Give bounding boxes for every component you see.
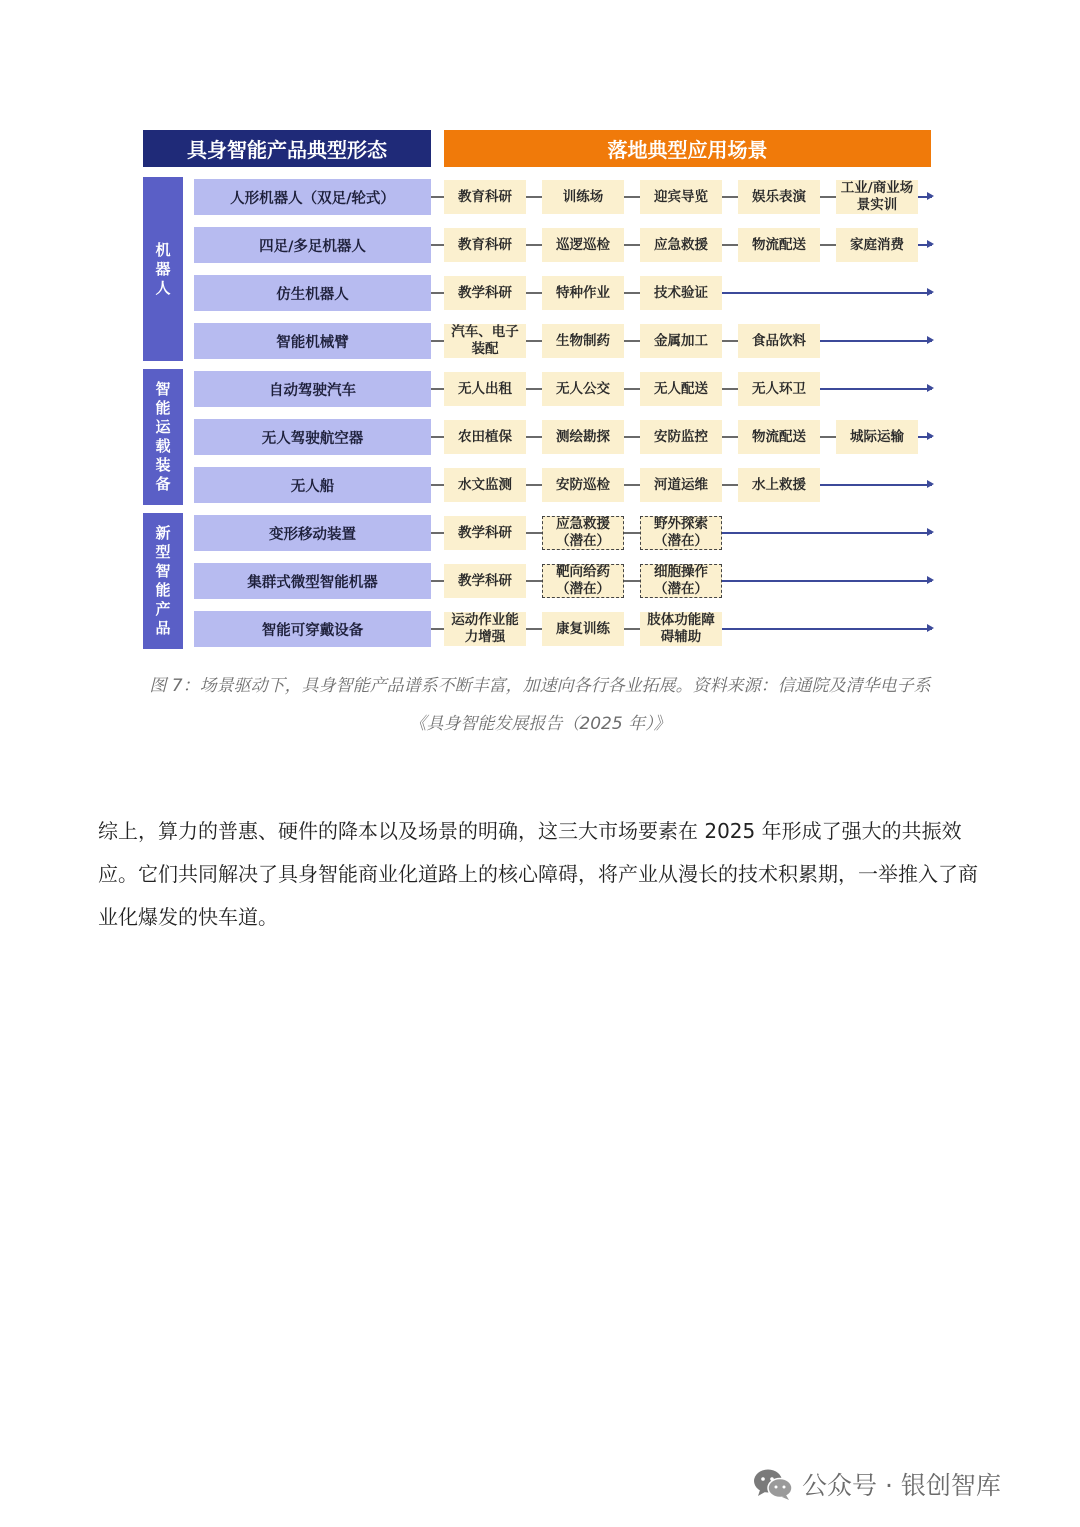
- category-bar: [143, 177, 183, 361]
- category-bar: [143, 513, 183, 649]
- scene-box: 肢体功能障碍辅助: [640, 612, 722, 646]
- scene-box: 靶向给药（潜在）: [542, 564, 624, 598]
- scene-box: 特种作业: [542, 276, 624, 310]
- connector-line: [526, 532, 542, 534]
- connector-line: [526, 484, 542, 486]
- footer-watermark: [752, 1464, 1062, 1504]
- connector-line: [431, 292, 444, 294]
- scene-box: 家庭消费: [836, 228, 918, 262]
- product-box: 人形机器人（双足/轮式）: [194, 179, 431, 215]
- product-box: 智能机械臂: [194, 323, 431, 359]
- product-box: 自动驾驶汽车: [194, 371, 431, 407]
- scene-box: 教学科研: [444, 276, 526, 310]
- connector-line: [624, 484, 640, 486]
- scene-box: 教学科研: [444, 564, 526, 598]
- connector-line: [431, 628, 444, 630]
- scene-box: 物流配送: [738, 420, 820, 454]
- connector-line: [722, 244, 738, 246]
- connector-line: [624, 532, 640, 534]
- arrow-line: [918, 436, 932, 438]
- connector-line: [624, 244, 640, 246]
- connector-line: [526, 388, 542, 390]
- connector-line: [820, 196, 836, 198]
- connector-line: [431, 196, 444, 198]
- scene-box: 教育科研: [444, 180, 526, 214]
- scene-box: 测绘勘探: [542, 420, 624, 454]
- connector-line: [431, 532, 444, 534]
- caption-line-2: 《具身智能发展报告（2025 年）》: [409, 714, 671, 734]
- scene-box: 细胞操作（潜在）: [640, 564, 722, 598]
- scene-box: 城际运输: [836, 420, 918, 454]
- product-box: 无人船: [194, 467, 431, 503]
- connector-line: [624, 196, 640, 198]
- arrow-line: [820, 484, 932, 486]
- arrow-line: [722, 292, 932, 294]
- arrow-line: [722, 628, 932, 630]
- scene-box: 迎宾导览: [640, 180, 722, 214]
- connector-line: [624, 388, 640, 390]
- connector-line: [722, 436, 738, 438]
- scene-box: 技术验证: [640, 276, 722, 310]
- scene-box: 安防巡检: [542, 468, 624, 502]
- product-box: 集群式微型智能机器: [194, 563, 431, 599]
- category-label: 新型智能产品: [155, 524, 171, 637]
- scene-box: 野外探索（潜在）: [640, 516, 722, 550]
- connector-line: [526, 196, 542, 198]
- scene-box: 生物制药: [542, 324, 624, 358]
- connector-line: [431, 484, 444, 486]
- scene-box: 无人公交: [542, 372, 624, 406]
- connector-line: [526, 340, 542, 342]
- connector-line: [526, 244, 542, 246]
- scene-box: 农田植保: [444, 420, 526, 454]
- category-label: 智能运载装备: [155, 380, 171, 493]
- scene-box: 康复训练: [542, 612, 624, 646]
- arrow-line: [918, 196, 932, 198]
- scene-box: 应急救援（潜在）: [542, 516, 624, 550]
- connector-line: [526, 580, 542, 582]
- connector-line: [722, 340, 738, 342]
- connector-line: [624, 436, 640, 438]
- scene-box: 训练场: [542, 180, 624, 214]
- product-box: 智能可穿戴设备: [194, 611, 431, 647]
- scene-box: 教学科研: [444, 516, 526, 550]
- scene-box: 安防监控: [640, 420, 722, 454]
- scene-box: 无人环卫: [738, 372, 820, 406]
- product-box: 四足/多足机器人: [194, 227, 431, 263]
- scene-box: 无人配送: [640, 372, 722, 406]
- scene-box: 金属加工: [640, 324, 722, 358]
- scene-box: 无人出租: [444, 372, 526, 406]
- connector-line: [722, 196, 738, 198]
- connector-line: [722, 484, 738, 486]
- connector-line: [624, 580, 640, 582]
- category-label: 机器人: [155, 240, 171, 297]
- scene-box: 河道运维: [640, 468, 722, 502]
- category-bar: [143, 369, 183, 505]
- connector-line: [722, 388, 738, 390]
- scene-box: 应急救援: [640, 228, 722, 262]
- figure-caption: [60, 667, 1020, 743]
- scene-box: 娱乐表演: [738, 180, 820, 214]
- scene-box: 教育科研: [444, 228, 526, 262]
- scene-box: 工业/商业场景实训: [836, 180, 918, 214]
- connector-line: [624, 292, 640, 294]
- scene-box: 水文监测: [444, 468, 526, 502]
- caption-line-1: 图 7：场景驱动下，具身智能产品谱系不断丰富，加速向各行各业拓展。资料来源：信通院及清华电子系: [149, 676, 931, 696]
- connector-line: [820, 244, 836, 246]
- connector-line: [624, 340, 640, 342]
- scene-box: 食品饮料: [738, 324, 820, 358]
- connector-line: [526, 436, 542, 438]
- product-box: 无人驾驶航空器: [194, 419, 431, 455]
- arrow-line: [820, 340, 932, 342]
- connector-line: [820, 436, 836, 438]
- summary-paragraph: 综上，算力的普惠、硬件的降本以及场景的明确，这三大市场要素在 2025 年形成了强大的共振效应。它们共同解决了具身智能商业化道路上的核心障碍，将产业从漫长的技术积累期，一举推入了商业化爆发的快车道。: [98, 819, 978, 929]
- product-box: 变形移动装置: [194, 515, 431, 551]
- connector-line: [624, 628, 640, 630]
- connector-line: [431, 388, 444, 390]
- product-scene-diagram: [0, 0, 1080, 660]
- scene-box: 汽车、电子装配: [444, 324, 526, 358]
- connector-line: [431, 340, 444, 342]
- wechat-icon: [752, 1467, 794, 1501]
- arrow-line: [820, 388, 932, 390]
- product-box: 仿生机器人: [194, 275, 431, 311]
- arrow-line: [918, 244, 932, 246]
- connector-line: [431, 244, 444, 246]
- connector-line: [526, 628, 542, 630]
- connector-line: [431, 436, 444, 438]
- scene-box: 物流配送: [738, 228, 820, 262]
- scene-box: 水上救援: [738, 468, 820, 502]
- left-header: 具身智能产品典型形态: [143, 130, 431, 167]
- arrow-line: [722, 532, 932, 534]
- arrow-line: [722, 580, 932, 582]
- footer-text: 公众号 · 银创智库: [802, 1471, 1001, 1500]
- scene-box: 巡逻巡检: [542, 228, 624, 262]
- connector-line: [431, 580, 444, 582]
- connector-line: [526, 292, 542, 294]
- scene-box: 运动作业能力增强: [444, 612, 526, 646]
- right-header: 落地典型应用场景: [444, 130, 931, 167]
